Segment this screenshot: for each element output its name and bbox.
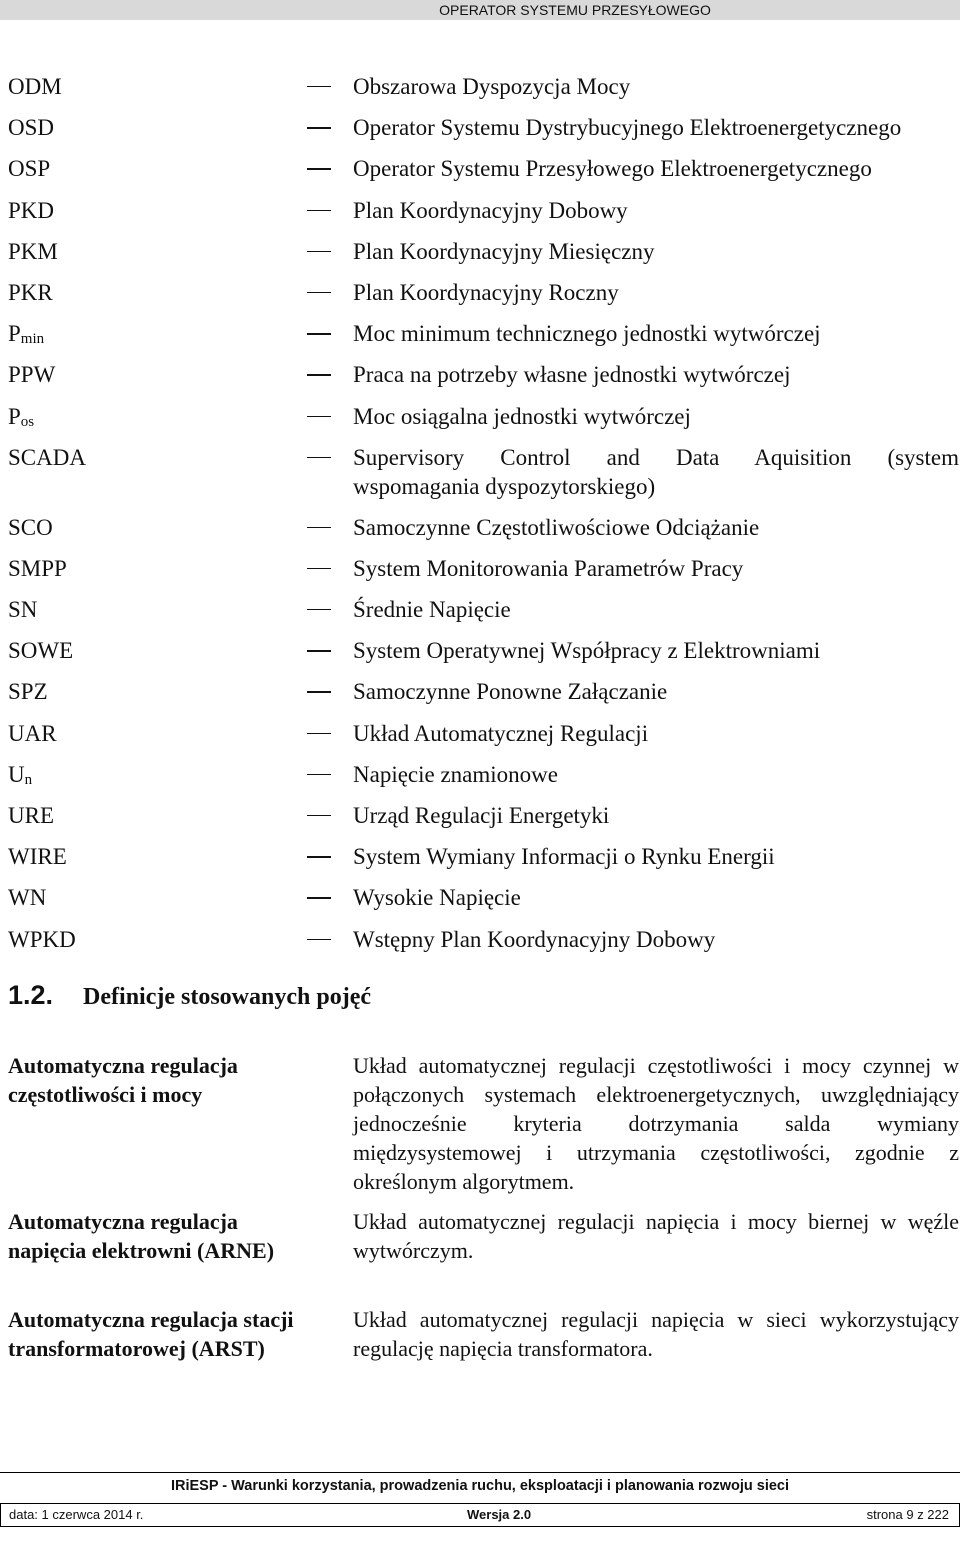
- abbreviation-row: [0, 272, 960, 313]
- abbreviation-code: [8, 877, 46, 918]
- definition-term: Automatyczna regulacja napięcia elektrowni (ARNE): [8, 1209, 275, 1263]
- abbreviation-meaning: Średnie Napięcie: [353, 597, 511, 623]
- abbreviation-code: [8, 107, 54, 148]
- abbreviation-row: [0, 630, 960, 671]
- abbreviation-code-text: P: [8, 321, 21, 347]
- abbreviation-code-text: URE: [8, 803, 54, 828]
- abbreviation-code: [8, 919, 76, 960]
- abbreviation-code: [8, 713, 57, 754]
- abbreviation-meaning: Plan Koordynacyjny Roczny: [353, 279, 619, 305]
- abbreviation-meaning: Operator Systemu Dystrybucyjnego Elektroenergetycznego: [353, 115, 902, 141]
- abbreviation-code-text: OSP: [8, 156, 51, 182]
- definition-term: Automatyczna regulacja częstotliwości i mocy: [8, 1053, 238, 1107]
- abbreviation-dash: [307, 733, 331, 734]
- abbreviation-code: [8, 354, 55, 395]
- abbreviation-meaning: System Monitorowania Parametrów Pracy: [353, 555, 744, 581]
- abbreviation-meaning: [353, 443, 959, 501]
- abbreviation-code: [8, 396, 34, 443]
- abbreviation-meaning: Moc osiągalna jednostki wytwórczej: [353, 403, 691, 429]
- abbreviation-code: [8, 671, 48, 712]
- abbreviation-row: [0, 190, 960, 231]
- abbreviation-code-text: U: [8, 761, 25, 787]
- abbreviation-dash: [307, 416, 331, 417]
- abbreviation-code-text: P: [8, 403, 21, 429]
- section-number: 1.2.: [8, 980, 54, 1010]
- abbreviation-row: [0, 507, 960, 548]
- abbreviation-code-text: SPZ: [8, 679, 48, 705]
- abbreviation-code-text: WIRE: [8, 844, 67, 870]
- abbreviation-code-text: PKD: [8, 197, 55, 223]
- abbreviation-dash: [307, 527, 331, 528]
- abbreviation-row: [0, 919, 960, 960]
- abbreviation-dash: [307, 856, 331, 857]
- abbreviation-code: [8, 795, 54, 836]
- abbreviation-row: [0, 396, 960, 437]
- abbreviation-code-subscript: n: [24, 771, 33, 788]
- abbreviation-code: [8, 836, 67, 877]
- footer-page-number: strona 9 z 222: [866, 1507, 949, 1522]
- footer-info-box: [0, 1503, 960, 1527]
- abbreviation-code-text: SCO: [8, 514, 53, 540]
- definition-description: Układ automatycznej regulacji napięcia w sieci wykorzystujący regulację napięcia transformatora.: [353, 1307, 959, 1361]
- abbreviation-meaning: System Operatywnej Współpracy z Elektrowniami: [353, 638, 821, 664]
- abbreviation-meaning: Napięcie znamionowe: [353, 761, 558, 787]
- abbreviation-row: [0, 713, 960, 754]
- abbreviation-row: [0, 107, 960, 148]
- abbreviation-code: [8, 66, 62, 107]
- abbreviation-meaning: Plan Koordynacyjny Dobowy: [353, 197, 628, 223]
- abbreviation-dash: [307, 168, 331, 169]
- footer-divider: [0, 1472, 960, 1473]
- abbreviation-row: [0, 148, 960, 189]
- definition-description: Układ automatycznej regulacji częstotliwości i mocy czynnej w połączonych systemach elektroenergetycznych, uwzględniający jednocześnie kryteria dotrzymania salda wymiany międzysystemowej i utrzymania częstotliwości, zgodnie z określonym algorytmem.: [353, 1053, 959, 1194]
- abbreviation-row: [0, 671, 960, 712]
- abbreviation-code-text: UAR: [8, 720, 57, 746]
- abbreviation-row: [0, 548, 960, 589]
- abbreviation-code: [8, 507, 53, 548]
- abbreviation-meaning: Praca na potrzeby własne jednostki wytwórczej: [353, 362, 791, 388]
- abbreviation-dash: [307, 939, 331, 940]
- abbreviation-dash: [307, 210, 331, 211]
- abbreviation-meaning: Plan Koordynacyjny Miesięczny: [353, 238, 655, 264]
- abbreviation-row: [0, 795, 960, 836]
- abbreviation-code: [8, 190, 54, 231]
- abbreviation-meaning: Samoczynne Ponowne Załączanie: [353, 679, 668, 705]
- section-title: Definicje stosowanych pojęć: [83, 984, 371, 1010]
- abbreviation-meaning: Samoczynne Częstotliwościowe Odciążanie: [353, 514, 760, 540]
- abbreviation-code: [8, 148, 50, 189]
- abbreviation-code-text: SCADA: [8, 444, 86, 470]
- abbreviation-dash: [307, 609, 331, 610]
- abbreviation-code-text: SOWE: [8, 638, 74, 664]
- abbreviation-code: [8, 548, 67, 589]
- abbreviation-code: [8, 754, 32, 801]
- abbreviation-dash: [307, 774, 331, 775]
- abbreviation-meaning: Operator Systemu Przesyłowego Elektroenergetycznego: [353, 156, 872, 182]
- abbreviation-dash: [307, 86, 331, 87]
- abbreviation-row: [0, 66, 960, 107]
- definition-term: Automatyczna regulacja stacji transformatorowej (ARST): [8, 1307, 294, 1361]
- abbreviation-meaning-line: wspomagania dyspozytorskiego): [353, 473, 656, 499]
- abbreviation-meaning: Obszarowa Dyspozycja Mocy: [353, 74, 631, 99]
- abbreviation-code: [8, 589, 37, 630]
- abbreviation-row: [0, 754, 960, 795]
- abbreviation-dash: [307, 650, 331, 651]
- header-title: OPERATOR SYSTEMU PRZESYŁOWEGO: [439, 2, 711, 18]
- abbreviation-code-text: WN: [8, 885, 47, 911]
- abbreviation-dash: [307, 897, 331, 898]
- abbreviation-meaning: Wysokie Napięcie: [353, 885, 521, 911]
- abbreviation-code-text: ODM: [8, 74, 62, 99]
- abbreviation-meaning: Urząd Regulacji Energetyki: [353, 803, 610, 828]
- abbreviation-meaning: Moc minimum technicznego jednostki wytwórczej: [353, 321, 821, 347]
- abbreviation-dash: [307, 127, 331, 128]
- footer-title: IRiESP - Warunki korzystania, prowadzenia ruchu, eksploatacji i planowania rozwoju sieci: [170, 1478, 790, 1494]
- abbreviation-dash: [307, 457, 331, 458]
- abbreviation-row: [0, 313, 960, 354]
- abbreviation-meaning: Wstępny Plan Koordynacyjny Dobowy: [353, 926, 716, 952]
- abbreviation-code: [8, 313, 44, 360]
- abbreviation-meaning-line: Supervisory Control and Data Aquisition (system: [353, 444, 959, 470]
- footer-date: data: 1 czerwca 2014 r.: [9, 1507, 144, 1522]
- abbreviation-dash: [307, 292, 331, 293]
- definition-description: Układ automatycznej regulacji napięcia i mocy biernej w węźle wytwórczym.: [353, 1209, 959, 1263]
- abbreviation-dash: [307, 691, 331, 692]
- abbreviation-dash: [307, 568, 331, 569]
- abbreviation-code: [8, 630, 73, 671]
- abbreviation-code: [8, 272, 53, 313]
- abbreviation-code-text: WPKD: [8, 926, 76, 952]
- abbreviation-row: [0, 877, 960, 918]
- abbreviation-dash: [307, 815, 331, 816]
- abbreviation-code-subscript: os: [20, 413, 35, 430]
- abbreviation-code-subscript: min: [20, 331, 45, 348]
- abbreviation-row: [0, 836, 960, 877]
- abbreviation-row: [0, 354, 960, 395]
- abbreviation-code-text: PPW: [8, 362, 56, 388]
- section-heading: [8, 980, 371, 1011]
- footer-version: Wersja 2.0: [467, 1507, 532, 1522]
- abbreviation-dash: [307, 333, 331, 334]
- abbreviation-row: [0, 231, 960, 272]
- abbreviation-list: [0, 66, 960, 960]
- abbreviation-meaning: System Wymiany Informacji o Rynku Energii: [353, 844, 775, 870]
- abbreviation-row: [0, 437, 960, 507]
- abbreviation-code-text: OSD: [8, 115, 55, 141]
- abbreviation-code-text: PKR: [8, 279, 53, 305]
- abbreviation-code: [8, 231, 58, 272]
- abbreviation-meaning: Układ Automatycznej Regulacji: [353, 720, 649, 746]
- abbreviation-code-text: PKM: [8, 238, 58, 264]
- abbreviation-code-text: SN: [8, 597, 38, 623]
- abbreviation-code-text: SMPP: [8, 555, 67, 581]
- abbreviation-row: [0, 589, 960, 630]
- abbreviation-dash: [307, 251, 331, 252]
- abbreviation-dash: [307, 374, 331, 375]
- abbreviation-code: [8, 437, 86, 478]
